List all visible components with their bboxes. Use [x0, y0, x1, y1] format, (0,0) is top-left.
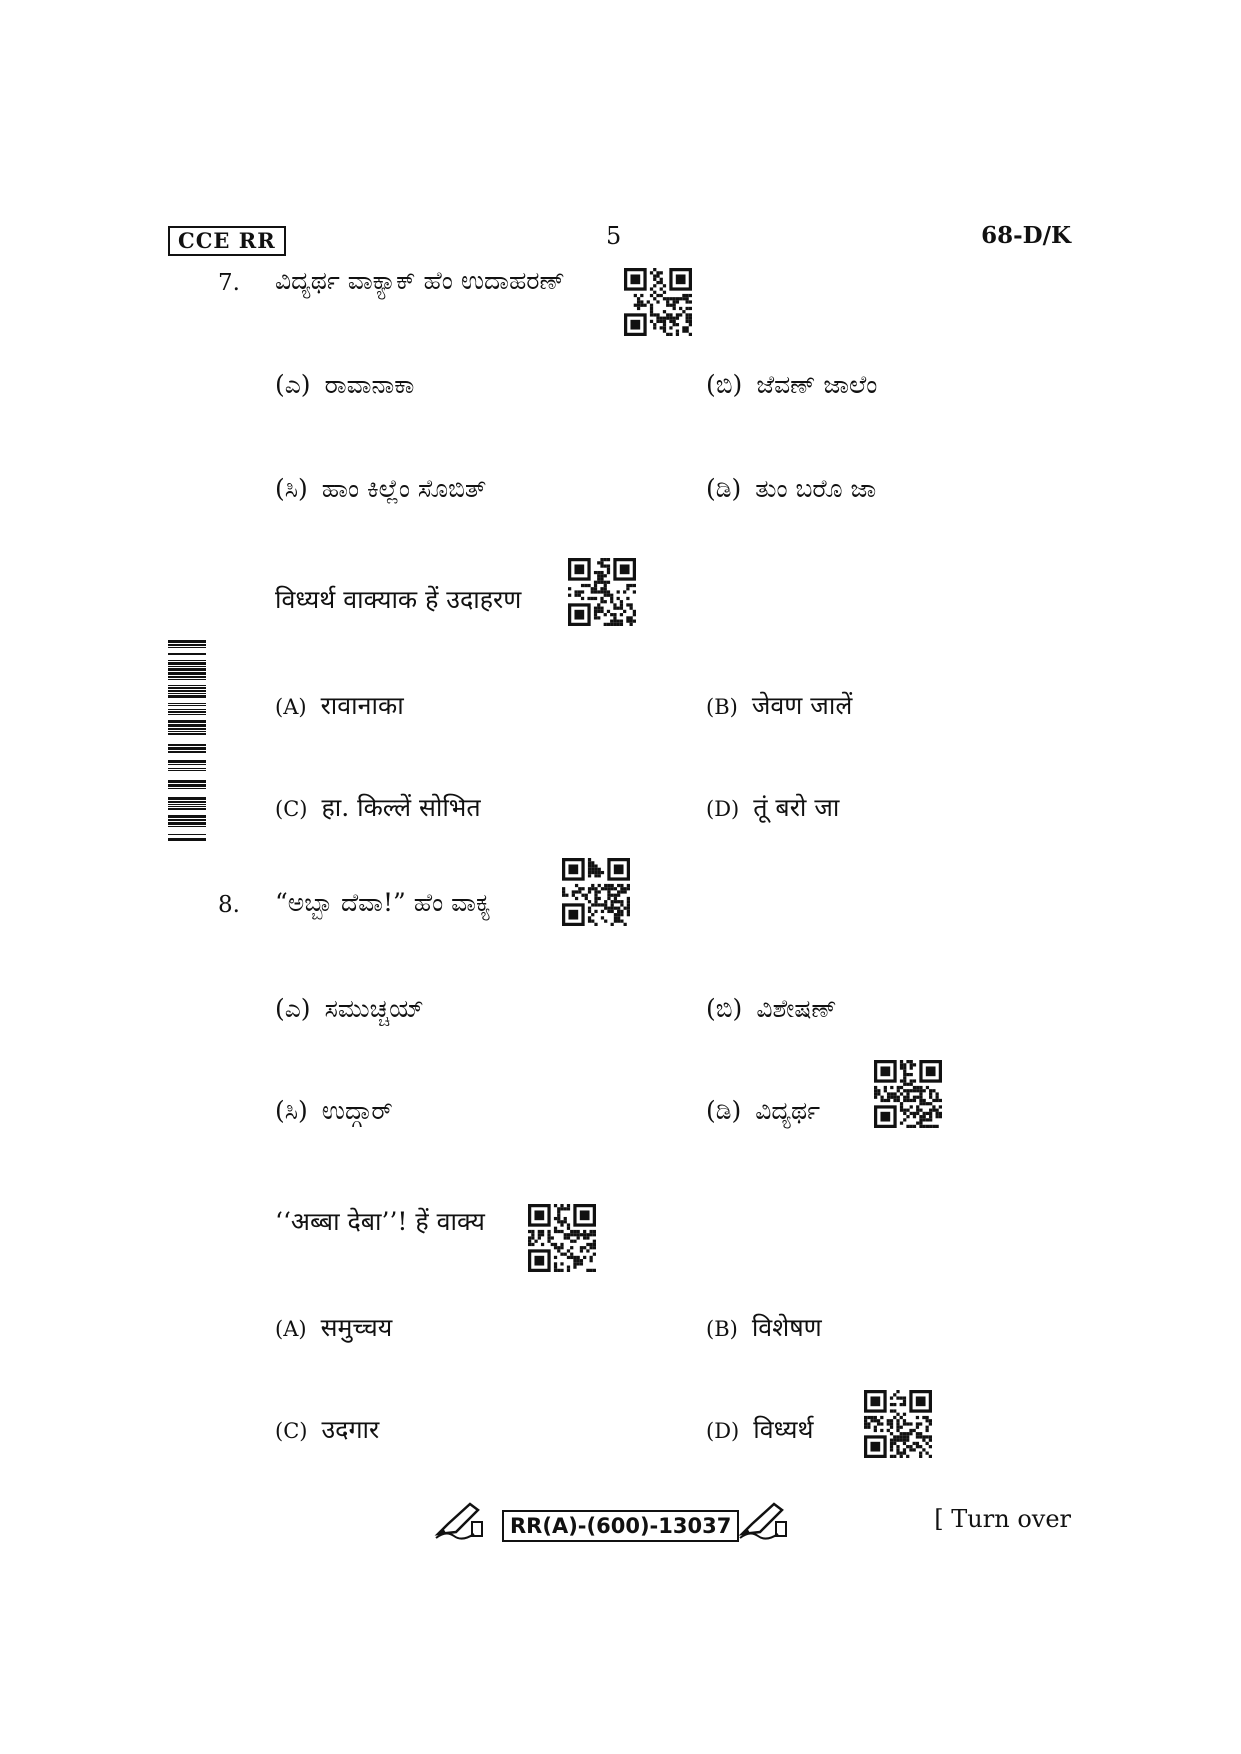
- option-label: (A): [275, 1317, 307, 1341]
- option-label: (ಎ): [275, 994, 311, 1023]
- question-8-number: 8.: [218, 892, 240, 918]
- option-label: (D): [706, 1419, 740, 1443]
- option-label: (ಬಿ): [706, 994, 743, 1023]
- qr-code-icon: [874, 1060, 942, 1128]
- option-text: ವಿದ್ಯರ್ಥ: [755, 1096, 821, 1125]
- option-text: ಜೆವಣ್ ಜಾಲೆಂ: [756, 370, 878, 399]
- q7-devanagari-option-a: [275, 688, 404, 722]
- q8-devanagari-option-c: [275, 1412, 379, 1446]
- option-text: उदगार: [321, 1415, 380, 1444]
- pen-writing-icon: [434, 1500, 484, 1540]
- qr-code-icon: [864, 1390, 932, 1458]
- option-label: (ಡಿ): [706, 1096, 742, 1125]
- barcode-icon: [168, 640, 206, 845]
- option-text: ಸಮುಚ್ಚಯ್: [324, 994, 424, 1023]
- option-label: (ಡಿ): [706, 474, 742, 503]
- q8-kannada-option-b: [706, 994, 837, 1024]
- option-text: जेवण जालें: [751, 691, 853, 720]
- option-label: (ಸಿ): [275, 474, 308, 503]
- option-text: ಉದ್ಗಾರ್: [321, 1096, 393, 1125]
- qr-code-icon: [568, 558, 636, 626]
- q8-kannada-option-a: [275, 994, 424, 1024]
- question-8-devanagari-text: ‘‘अब्बा देबा’’! हें वाक्य: [275, 1207, 485, 1236]
- option-label: (A): [275, 695, 307, 719]
- option-text: समुच्चय: [320, 1313, 393, 1342]
- paper-code: 68-D/K: [981, 222, 1071, 249]
- q7-kannada-option-b: [706, 370, 877, 400]
- q7-kannada-option-a: [275, 370, 414, 400]
- q7-kannada-option-d: [706, 474, 876, 504]
- option-label: (D): [706, 797, 740, 821]
- qr-code-icon: [624, 268, 692, 336]
- question-7-kannada-text: ವಿದ್ಯರ್ಥ ವಾಕ್ಯಾಕ್ ಹೆಂ ಉದಾಹರಣ್: [275, 266, 565, 295]
- pen-writing-icon: [738, 1500, 788, 1540]
- qr-code-icon: [528, 1204, 596, 1272]
- turn-over-label: [ Turn over: [934, 1505, 1071, 1533]
- q8-devanagari-option-a: [275, 1310, 392, 1344]
- option-label: (B): [706, 1317, 738, 1341]
- header-left-box: CCE RR: [168, 226, 286, 256]
- option-label: (ಎ): [275, 370, 311, 399]
- q7-devanagari-option-b: [706, 688, 852, 722]
- option-text: तूं बरो जा: [753, 793, 840, 822]
- q8-devanagari-option-b: [706, 1310, 822, 1344]
- q8-kannada-option-c: [275, 1096, 393, 1126]
- question-7-devanagari-text: विध्यर्थ वाक्याक हें उदाहरण: [275, 585, 522, 614]
- footer-paper-code: RR(A)-(600)-13037: [502, 1510, 739, 1542]
- option-text: हा. किल्लें सोभित: [321, 793, 481, 822]
- option-text: ಹಾಂ ಕಿಲ್ಲೆಂ ಸೊಬಿತ್: [321, 474, 487, 503]
- option-label: (B): [706, 695, 738, 719]
- option-text: ವಿಶೇಷಣ್: [756, 994, 837, 1023]
- option-text: विध्यर्थ: [753, 1415, 814, 1444]
- q8-kannada-option-d: [706, 1096, 820, 1126]
- option-text: ರಾವಾನಾಕಾ: [324, 370, 415, 399]
- question-8-kannada-text: “ಅಬ್ಬಾ ದೆವಾ!” ಹೆಂ ವಾಕ್ಯ: [275, 888, 491, 917]
- q7-devanagari-option-c: [275, 790, 481, 824]
- page-number: 5: [606, 222, 622, 250]
- q8-devanagari-option-d: [706, 1412, 814, 1446]
- question-7-number: 7.: [218, 270, 240, 296]
- option-label: (ಸಿ): [275, 1096, 308, 1125]
- option-text: विशेषण: [751, 1313, 822, 1342]
- q7-devanagari-option-d: [706, 790, 839, 824]
- option-text: ತುಂ ಬರೊ ಜಾ: [755, 474, 877, 503]
- qr-code-icon: [562, 858, 630, 926]
- option-text: रावानाका: [320, 691, 404, 720]
- option-label: (ಬಿ): [706, 370, 743, 399]
- q7-kannada-option-c: [275, 474, 486, 504]
- option-label: (C): [275, 1419, 308, 1443]
- option-label: (C): [275, 797, 308, 821]
